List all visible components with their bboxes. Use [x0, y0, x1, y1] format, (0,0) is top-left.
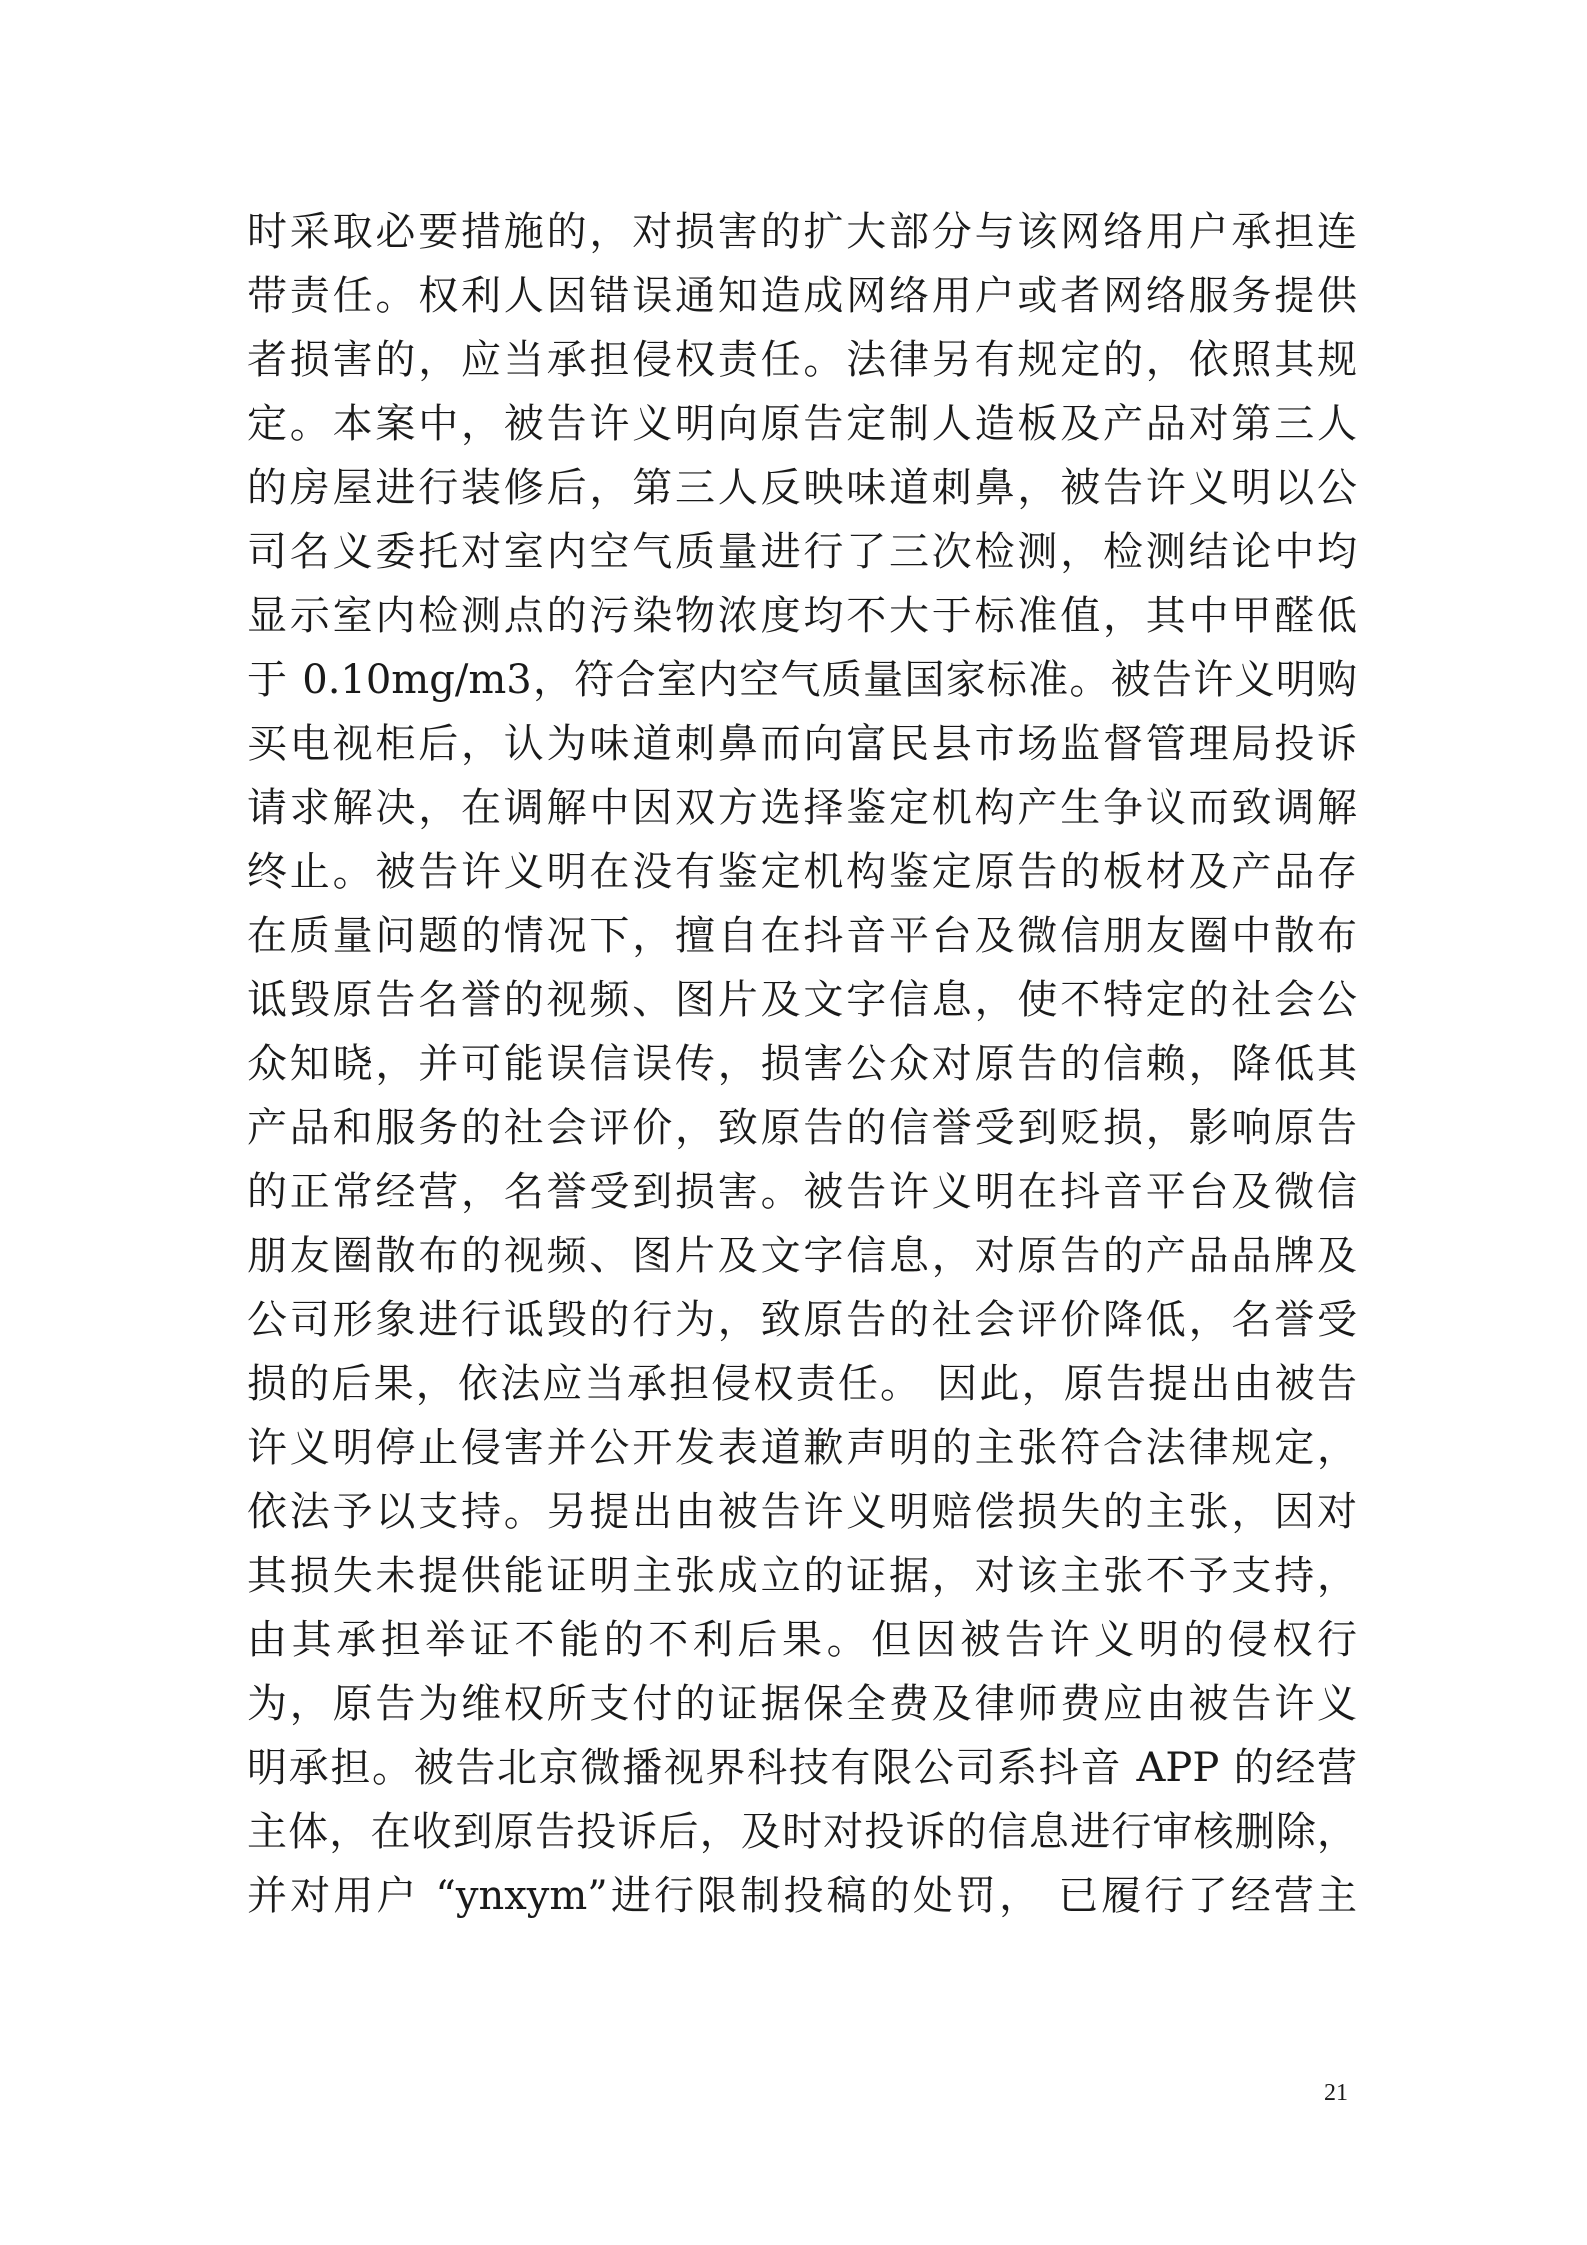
text-line: 终止。被告许义明在没有鉴定机构鉴定原告的板材及产品存 [247, 849, 1357, 895]
text-line: 产品和服务的社会评价，致原告的信誉受到贬损，影响原告 [247, 1105, 1357, 1151]
text-line: 者损害的，应当承担侵权责任。法律另有规定的，依照其规 [247, 337, 1357, 383]
text-line: 的房屋进行装修后，第三人反映味道刺鼻，被告许义明以公 [247, 465, 1357, 511]
text-line: 诋毁原告名誉的视频、图片及文字信息，使不特定的社会公 [247, 977, 1357, 1023]
text-line: 损的后果，依法应当承担侵权责任。 因此，原告提出由被告 [247, 1361, 1357, 1407]
text-line: 带责任。权利人因错误通知造成网络用户或者网络服务提供 [247, 273, 1357, 319]
text-line: 公司形象进行诋毁的行为，致原告的社会评价降低，名誉受 [247, 1297, 1357, 1343]
text-line: 的正常经营，名誉受到损害。被告许义明在抖音平台及微信 [247, 1169, 1357, 1215]
text-line: 朋友圈散布的视频、图片及文字信息，对原告的产品品牌及 [247, 1233, 1357, 1279]
text-line: 主体，在收到原告投诉后，及时对投诉的信息进行审核删除， [247, 1809, 1357, 1855]
text-line: 在质量问题的情况下，擅自在抖音平台及微信朋友圈中散布 [247, 913, 1357, 959]
page-number: 21 [1324, 2080, 1348, 2106]
text-line: 依法予以支持。另提出由被告许义明赔偿损失的主张，因对 [247, 1489, 1357, 1535]
text-line: 众知晓，并可能误信误传，损害公众对原告的信赖，降低其 [247, 1041, 1357, 1087]
text-line: 其损失未提供能证明主张成立的证据，对该主张不予支持， [247, 1553, 1357, 1599]
text-line: 并对用户 “ynxym”进行限制投稿的处罚， 已履行了经营主 [247, 1873, 1357, 1919]
text-line: 司名义委托对室内空气质量进行了三次检测，检测结论中均 [247, 529, 1357, 575]
text-line: 于 0.10mg/m3，符合室内空气质量国家标准。被告许义明购 [247, 657, 1357, 703]
text-line: 买电视柜后，认为味道刺鼻而向富民县市场监督管理局投诉 [247, 721, 1357, 767]
body-text [247, 200, 1357, 1928]
text-line: 为，原告为维权所支付的证据保全费及律师费应由被告许义 [247, 1681, 1357, 1727]
text-line: 明承担。被告北京微播视界科技有限公司系抖音 APP 的经营 [247, 1745, 1357, 1791]
text-line: 许义明停止侵害并公开发表道歉声明的主张符合法律规定， [247, 1425, 1357, 1471]
text-line: 由其承担举证不能的不利后果。但因被告许义明的侵权行 [247, 1617, 1357, 1663]
text-line: 请求解决，在调解中因双方选择鉴定机构产生争议而致调解 [247, 785, 1357, 831]
text-line: 时采取必要措施的，对损害的扩大部分与该网络用户承担连 [247, 209, 1357, 255]
text-line: 定。本案中，被告许义明向原告定制人造板及产品对第三人 [247, 401, 1357, 447]
text-line: 显示室内检测点的污染物浓度均不大于标准值，其中甲醛低 [247, 593, 1357, 639]
